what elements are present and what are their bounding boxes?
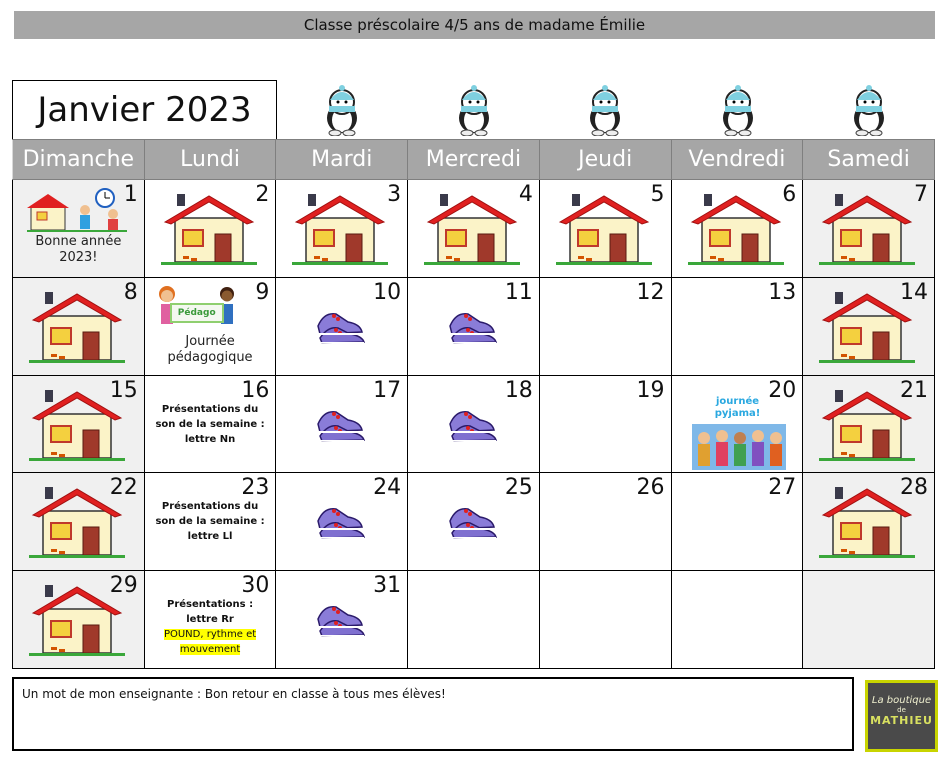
sneakers-icon — [314, 597, 368, 637]
day-cell — [276, 277, 408, 375]
day-number: 8 — [123, 279, 138, 305]
day-number: 27 — [768, 475, 797, 501]
day-cell — [144, 571, 276, 669]
day-number: 5 — [650, 182, 665, 207]
week-row — [13, 277, 935, 375]
day-number: 10 — [373, 279, 402, 305]
sneakers-icon — [314, 304, 368, 344]
day-cell — [408, 277, 540, 375]
class-title-banner — [14, 11, 935, 39]
weekday-header: Vendredi — [671, 140, 803, 180]
day-cell — [671, 571, 803, 669]
day-cell — [539, 571, 671, 669]
day-cell — [803, 571, 935, 669]
day-number: 20 — [768, 377, 797, 403]
day-number: 15 — [109, 377, 138, 403]
highlighted-note: POUND, rythme et mouvement — [163, 629, 257, 656]
house-icon — [422, 188, 522, 268]
day-number: 29 — [109, 573, 138, 599]
day-number: 26 — [636, 475, 665, 501]
pyjama-badge: journée pyjama! — [714, 395, 761, 419]
day-number: 24 — [373, 475, 402, 501]
day-number: 14 — [900, 279, 928, 305]
day-cell — [276, 375, 408, 473]
week-row — [13, 375, 935, 473]
sneakers-icon — [314, 499, 368, 539]
day-number: 3 — [387, 182, 402, 207]
day-caption: Bonne année 2023! — [35, 234, 122, 265]
logo-line1: La boutique — [871, 695, 932, 706]
day-cell — [803, 473, 935, 571]
month-title: Janvier 2023 — [37, 90, 252, 130]
teacher-message: Un mot de mon enseignante : Bon retour en classe à tous mes élèves! — [22, 687, 446, 701]
sneakers-icon — [446, 402, 500, 442]
day-cell — [408, 375, 540, 473]
day-number: 1 — [123, 182, 138, 207]
day-number: 7 — [914, 182, 928, 207]
day-cell — [803, 277, 935, 375]
day-number: 30 — [241, 573, 270, 599]
house-icon — [686, 188, 786, 268]
day-cell — [13, 277, 145, 375]
day-cell — [408, 180, 540, 278]
day-note: Présentations du son de la semaine : lettre Ll — [155, 501, 265, 543]
week-row — [13, 473, 935, 571]
day-cell — [671, 375, 803, 473]
house-icon — [159, 188, 259, 268]
day-cell — [408, 473, 540, 571]
day-number: 2 — [255, 182, 270, 207]
day-cell — [144, 277, 276, 375]
day-cell — [13, 571, 145, 669]
day-cell — [539, 180, 671, 278]
day-cell — [671, 180, 803, 278]
day-number: 12 — [636, 279, 665, 305]
day-number: 25 — [504, 475, 533, 501]
penguin-icon — [580, 82, 630, 136]
house-icon — [817, 188, 917, 268]
day-cell — [13, 375, 145, 473]
logo-line2: de — [897, 706, 906, 714]
weekday-header: Mercredi — [408, 140, 540, 180]
day-number: 6 — [782, 182, 797, 207]
day-cell — [803, 180, 935, 278]
day-number: 17 — [373, 377, 402, 403]
day-note: Présentations : lettre Rr — [167, 599, 254, 626]
weekday-header: Samedi — [803, 140, 935, 180]
weekday-header-row — [13, 140, 935, 180]
house-icon — [27, 286, 127, 366]
sneakers-icon — [314, 402, 368, 442]
day-cell — [13, 180, 145, 278]
pyjama-kids-icon — [692, 424, 786, 470]
day-cell — [671, 473, 803, 571]
house-icon — [554, 188, 654, 268]
weekday-header: Mardi — [276, 140, 408, 180]
day-number: 4 — [518, 182, 533, 207]
day-cell — [276, 571, 408, 669]
day-number: 31 — [373, 573, 402, 599]
weekday-header: Lundi — [144, 140, 276, 180]
day-cell — [408, 571, 540, 669]
day-cell — [539, 375, 671, 473]
pedago-badge: Pédago — [177, 307, 216, 318]
day-number: 21 — [900, 377, 928, 403]
month-title-box — [12, 80, 277, 140]
week-row — [13, 571, 935, 669]
day-cell — [144, 180, 276, 278]
day-cell — [539, 473, 671, 571]
day-number: 23 — [241, 475, 270, 501]
day-number: 13 — [768, 279, 797, 305]
boutique-logo — [865, 680, 938, 752]
day-number: 22 — [109, 475, 138, 501]
penguin-decoration-row — [277, 80, 935, 138]
day-number: 11 — [504, 279, 533, 305]
day-note: Présentations du son de la semaine : lettre Nn — [155, 403, 265, 445]
weekday-header: Jeudi — [539, 140, 671, 180]
teacher-message-box — [12, 677, 854, 751]
day-cell — [276, 473, 408, 571]
class-title: Classe préscolaire 4/5 ans de madame Émilie — [303, 16, 646, 34]
day-number: 9 — [255, 279, 270, 305]
day-cell — [803, 375, 935, 473]
penguin-icon — [844, 82, 894, 136]
day-number: 16 — [241, 377, 270, 403]
penguin-icon — [713, 82, 763, 136]
new-year-kids-icon — [27, 186, 127, 234]
penguin-icon — [449, 82, 499, 136]
sneakers-icon — [446, 499, 500, 539]
house-icon — [290, 188, 390, 268]
day-cell — [539, 277, 671, 375]
day-cell — [276, 180, 408, 278]
weekday-header: Dimanche — [13, 140, 145, 180]
day-number: 28 — [900, 475, 928, 501]
sneakers-icon — [446, 304, 500, 344]
calendar-grid — [12, 139, 935, 669]
day-cell — [671, 277, 803, 375]
day-cell — [13, 473, 145, 571]
day-number: 18 — [504, 377, 533, 403]
day-caption: Journée pédagogique — [167, 333, 253, 365]
logo-line3: MATHIEU — [870, 714, 933, 727]
day-number: 19 — [636, 377, 665, 403]
day-cell — [144, 473, 276, 571]
week-row — [13, 180, 935, 278]
penguin-icon — [317, 82, 367, 136]
day-cell — [144, 375, 276, 473]
